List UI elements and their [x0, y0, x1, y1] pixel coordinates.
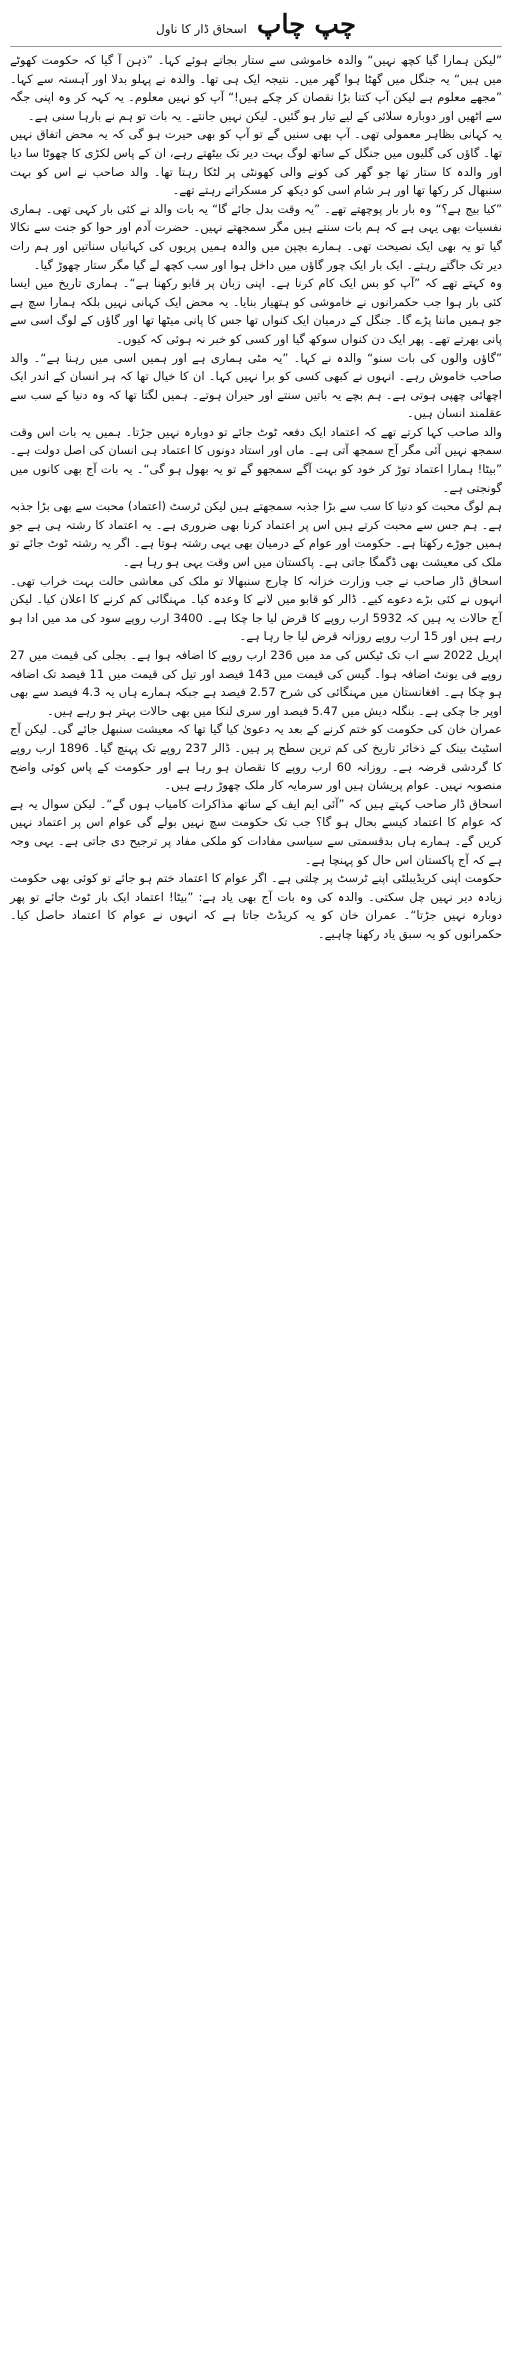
- paragraph: ”لیکن ہمارا گیا کچھ نہیں“ والدہ خاموشی سے ستار بجاتے ہوئے کہا۔ ”ذہن آ گیا کہ حکومت کھوٹے میں ہیں“ یہ جنگل میں گھٹا ہوا گھر میں۔ نتیجہ ایک ہی تھا۔ والدہ نے پہلو بدلا اور آہستہ سے کہا۔ ”مجھے معلوم ہے لیکن آپ کتنا بڑا نقصان کر چکے ہیں!“ آپ کو نہیں معلوم۔ یہ کہہ کر وہ اپنی جگہ سے اٹھیں اور دوبارہ سلائی کے لیے تیار ہو گئیں۔ لیکن نہیں جانتے۔ یہ بات تو ہم نے بارہا سنی ہے۔: [10, 53, 502, 123]
- headline: چپ چاپ: [256, 10, 357, 40]
- paragraph: ہم لوگ محبت کو دنیا کا سب سے بڑا جذبہ سمجھتے ہیں لیکن ٹرسٹ (اعتماد) محبت سے بھی بڑا جذبہ ہے۔ ہم جس سے محبت کرتے ہیں اس پر اعتماد کرنا بھی ضروری ہے۔ یہ اعتماد کا رشتہ ہی ہے جو ہمیں جوڑے رکھتا ہے۔ حکومت اور عوام کے درمیان بھی یہی رشتہ ہوتا ہے۔ اگر یہ رشتہ ٹوٹ جائے تو ملک کی معیشت بھی ڈگمگا جاتی ہے۔ پاکستان میں اس وقت یہی ہو رہا ہے۔: [10, 499, 502, 570]
- paragraph: ”کیا بیج ہے؟“ وہ بار بار پوچھتے تھے۔ ”یہ وقت بدل جائے گا“ یہ بات والد نے کئی بار کہی تھی۔ ہماری نفسیات بھی یہی ہے کہ ہم بات سنتے ہیں مگر سمجھتے نہیں۔ حضرت آدم اور حوا کو جنت سے نکالا گیا تو یہ بھی ایک نصیحت تھی۔ ہمارے بچپن میں والدہ ہمیں پریوں کی کہانیاں سناتیں اور ہم رات دیر تک جاگتے رہتے۔ ایک بار ایک چور گاؤں میں داخل ہوا اور سب کچھ لے گیا مگر ستار چھوڑ گیا۔: [10, 201, 502, 272]
- article-body: [10, 51, 502, 944]
- column-header: [10, 6, 502, 47]
- paragraph: یہ کہانی بظاہر معمولی تھی۔ آپ بھی سنیں گے تو آپ کو بھی حیرت ہو گی کہ یہ محض اتفاق نہیں تھا۔ گاؤں کی گلیوں میں جنگل کے ساتھ لوگ بہت دیر تک بیٹھتے رہے، ان کے پاس لکڑی کا چھوٹا سا دیا اور والدہ کا ستار تھا جو گھر کی کونے والی کھونٹی پر لٹکا رہتا تھا۔ والد صاحب نے اس کو بہت سنبھال کر رکھا تھا اور ہر شام اسی کو دیکھ کر مسکراتے رہتے تھے۔: [10, 127, 502, 198]
- paragraph: اسحاق ڈار صاحب نے جب وزارت خزانہ کا چارج سنبھالا تو ملک کی معاشی حالت بہت خراب تھی۔ انہوں نے کئی بڑے دعوے کیے۔ ڈالر کو قابو میں لانے کا وعدہ کیا۔ مہنگائی کم کرنے کا اعلان کیا۔ لیکن آج حالات یہ ہیں کہ 5932 ارب روپے کا قرض لیا جا چکا ہے۔ 3400 ارب روپے سود کی مد میں ادا ہو رہے ہیں اور 15 ارب روپے روزانہ قرض لیا جا رہا ہے۔: [10, 573, 503, 644]
- paragraph: وہ کہتے تھے کہ ”آپ کو بس ایک کام کرنا ہے۔ اپنی زبان پر قابو رکھنا ہے“۔ ہماری تاریخ میں ایسا کئی بار ہوا جب حکمرانوں نے خاموشی کو ہتھیار بنایا۔ یہ محض ایک کہانی نہیں بلکہ ہمارا سچ ہے جو ہمیں ماننا پڑے گا۔ جنگل کے درمیان ایک کنواں تھا جس کا پانی میٹھا تھا اور گاؤں کے لوگ اسی سے پانی بھرتے تھے۔ پھر ایک دن کنواں سوکھ گیا اور کسی کو خبر نہ ہوئی کہ کیوں۔: [10, 276, 502, 346]
- paragraph: اپریل 2022 سے اب تک ٹیکس کی مد میں 236 ارب روپے کا اضافہ ہوا ہے۔ بجلی کی قیمت میں 27 روپے فی یونٹ اضافہ ہوا۔ گیس کی قیمت میں 143 فیصد اور تیل کی قیمت میں 11 فیصد تک اضافہ ہو چکا ہے۔ افغانستان میں مہنگائی کی شرح 2.57 فیصد ہے جبکہ ہمارے ہاں یہ 4.3 فیصد سے بھی اوپر جا چکی ہے۔ بنگلہ دیش میں 5.47 فیصد اور سری لنکا میں بھی حالات بہتر ہو رہے ہیں۔: [10, 648, 503, 718]
- column-byline: اسحاق ڈار کا ناول: [155, 22, 247, 36]
- paragraph: عمران خان کی حکومت کو ختم کرنے کے بعد یہ دعویٰ کیا گیا تھا کہ معیشت سنبھل جائے گی۔ لیکن آج اسٹیٹ بینک کے ذخائر تاریخ کی کم ترین سطح پر ہیں۔ ڈالر 237 روپے تک پہنچ گیا۔ 1896 ارب روپے کا گردشی قرضہ ہے۔ روزانہ 60 ارب روپے کا نقصان ہو رہا ہے اور حکومت کے پاس کوئی واضح منصوبہ نہیں۔ عوام پریشان ہیں اور سرمایہ کار ملک چھوڑ رہے ہیں۔: [10, 722, 503, 793]
- paragraph: والد صاحب کہا کرتے تھے کہ اعتماد ایک دفعہ ٹوٹ جائے تو دوبارہ نہیں جڑتا۔ ہمیں یہ بات اس وقت سمجھ نہیں آئی مگر آج سمجھ آتی ہے۔ ماں اور استاد دونوں کا اعتماد ہی انسان کی اصل دولت ہے۔ ”بیٹا! ہمارا اعتماد توڑ کر خود کو بہت آگے سمجھو گے تو یہ بھول ہو گی“۔ یہ بات آج بھی کانوں میں گونجتی ہے۔: [10, 424, 502, 495]
- paragraph: ”گاؤں والوں کی بات سنو“ والدہ نے کہا۔ ”یہ مٹی ہماری ہے اور ہمیں اسی میں رہنا ہے“۔ والد صاحب خاموش رہے۔ انہوں نے کبھی کسی کو برا نہیں کہا۔ ان کا خیال تھا کہ ہر انسان کے اندر ایک اچھائی چھپی ہوتی ہے۔ ہم بچے یہ باتیں سنتے اور حیران ہوتے۔ ہمیں لگتا تھا کہ وہ دنیا کے سب سے عقلمند انسان ہیں۔: [10, 350, 502, 421]
- paragraph: حکومت اپنی کریڈیبلٹی اپنے ٹرسٹ پر چلتی ہے۔ اگر عوام کا اعتماد ختم ہو جائے تو کوئی بھی حکومت زیادہ دیر نہیں چل سکتی۔ والدہ کی وہ بات آج بھی یاد ہے: ”بیٹا! اعتماد ایک بار ٹوٹ جائے تو پھر دوبارہ نہیں جڑتا“۔ عمران خان کو یہ کریڈٹ جاتا ہے کہ انہوں نے عوام کا اعتماد حاصل کیا۔ حکمرانوں کو یہ سبق یاد رکھنا چاہیے۔: [10, 871, 502, 941]
- paragraph: اسحاق ڈار صاحب کہتے ہیں کہ ”آئی ایم ایف کے ساتھ مذاکرات کامیاب ہوں گے“۔ لیکن سوال یہ ہے کہ عوام کا اعتماد کیسے بحال ہو گا؟ جب تک حکومت سچ نہیں بولے گی عوام اس پر اعتماد نہیں کریں گے۔ ہمارے ہاں بدقسمتی سے سیاسی مفادات کو ملکی مفاد پر ترجیح دی جاتی ہے۔ یہی وجہ ہے کہ آج پاکستان اس حال کو پہنچا ہے۔: [10, 796, 502, 867]
